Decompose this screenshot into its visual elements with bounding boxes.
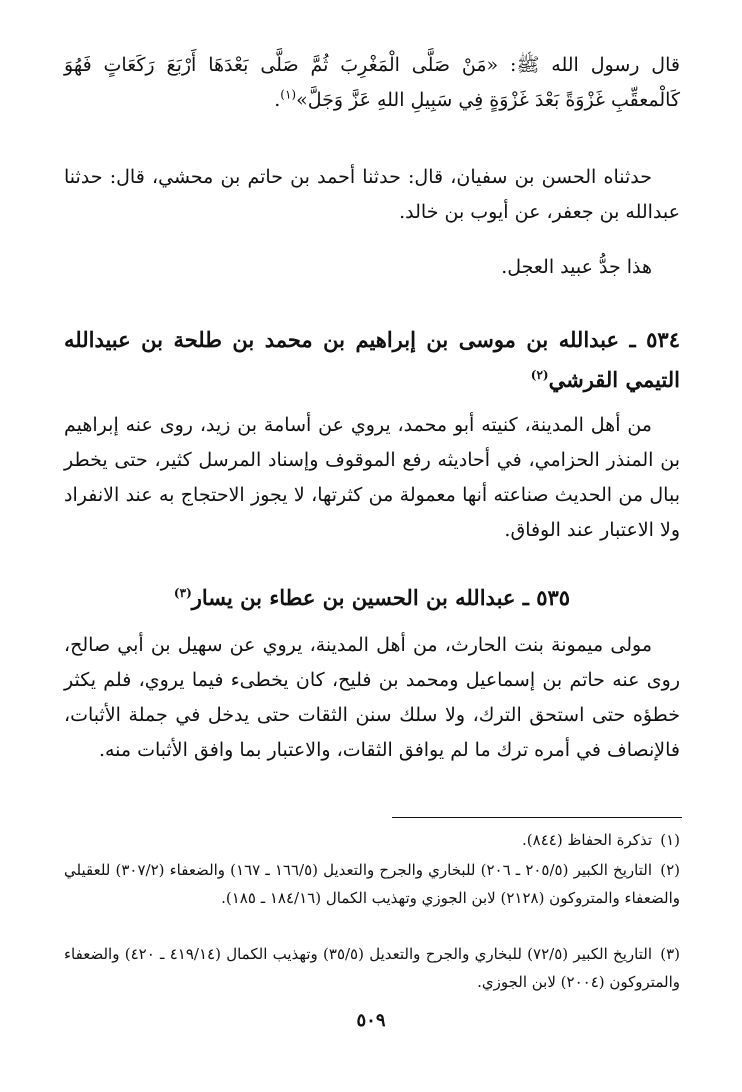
isnad-paragraph: حدثناه الحسن بن سفيان، قال: حدثنا أحمد بن حاتم بن محشي، قال: حدثنا عبدالله بن جعفر، عن أيوب بن خالد. [64, 166, 680, 223]
note-paragraph: هذا جدُّ عبيد العجل. [501, 256, 652, 278]
footnote-ref: (١) [280, 87, 297, 102]
entry-heading-535: ٥٣٥ ـ عبدالله بن الحسين بن عطاء بن يسار$^{(٣)}$ [173, 585, 571, 610]
page-number: ٥٠٩ [356, 1010, 386, 1031]
footnote-ref: (٢) [530, 368, 549, 382]
footnote-ref: (٣) [173, 586, 192, 600]
footnote-2: (٢)التاريخ الكبير (٢٠٥/٥ ـ ٢٠٦) للبخاري والجرح والتعديل (١٦٦/٥ ـ ١٦٧) والضعفاء (٣٠٧/٢) للعقيلي والضعفاء والمتروكون (٢١٢٨) لابن الجوزي وتهذيب الكمال (١٨٤/١٦ ـ ١٨٥). [64, 861, 680, 907]
footnote-divider [392, 817, 682, 818]
entry-534-body: من أهل المدينة، كنيته أبو محمد، يروي عن أسامة بن زيد، روى عنه إبراهيم بن المنذر الحزامي، في أحاديثه رفع الموقوف وإسناد المرسل كثير، حتى يخطر ببال من الحديث صناعته أنها معمولة من كثرتها، لا يجوز الاحتجاج به عند الانفراد ولا الاعتبار عند الوفاق. [64, 414, 680, 541]
footnote-1: (١)تذكرة الحفاظ (٨٤٤). [522, 831, 680, 849]
entry-heading-534: ٥٣٤ ـ عبدالله بن موسى بن إبراهيم بن محمد بن طلحة بن عبيدالله التيمي القرشي$^{(٢)}$ [64, 327, 680, 392]
footnote-3: (٣)التاريخ الكبير (٧٢/٥) للبخاري والجرح والتعديل (٣٥/٥) وتهذيب الكمال (٤١٩/١٤ ـ ٤٢٠) والضعفاء والمتروكون (٢٠٠٤) لابن الجوزي. [64, 945, 680, 991]
entry-535-body: مولى ميمونة بنت الحارث، من أهل المدينة، يروي عن سهيل بن أبي صالح، روى عنه حاتم بن إسماعيل ومحمد بن فليح، كان يخطىء فيما يروي، فلم يكثر خطؤه حتى استحق الترك، ولا سلك سنن الثقات حتى يدخل في جملة الأثبات، فالإنصاف في أمره ترك ما لم يوافق الثقات، والاعتبار بما وافق الأثبات منه. [64, 634, 680, 761]
hadith-text: قال رسول الله ﷺ: «مَنْ صَلَّى الْمَغْرِبَ ثُمَّ صَلَّى بَعْدَهَا أَرْبَعَ رَكَعَاتٍ فَهُوَ كَالْمعقِّبِ غَزْوَةً بَعْدَ غَزْوَةٍ فِي سَبِيلِ اللهِ عَزَّ وَجَلَّ»$^{(١)}$. [64, 54, 680, 111]
